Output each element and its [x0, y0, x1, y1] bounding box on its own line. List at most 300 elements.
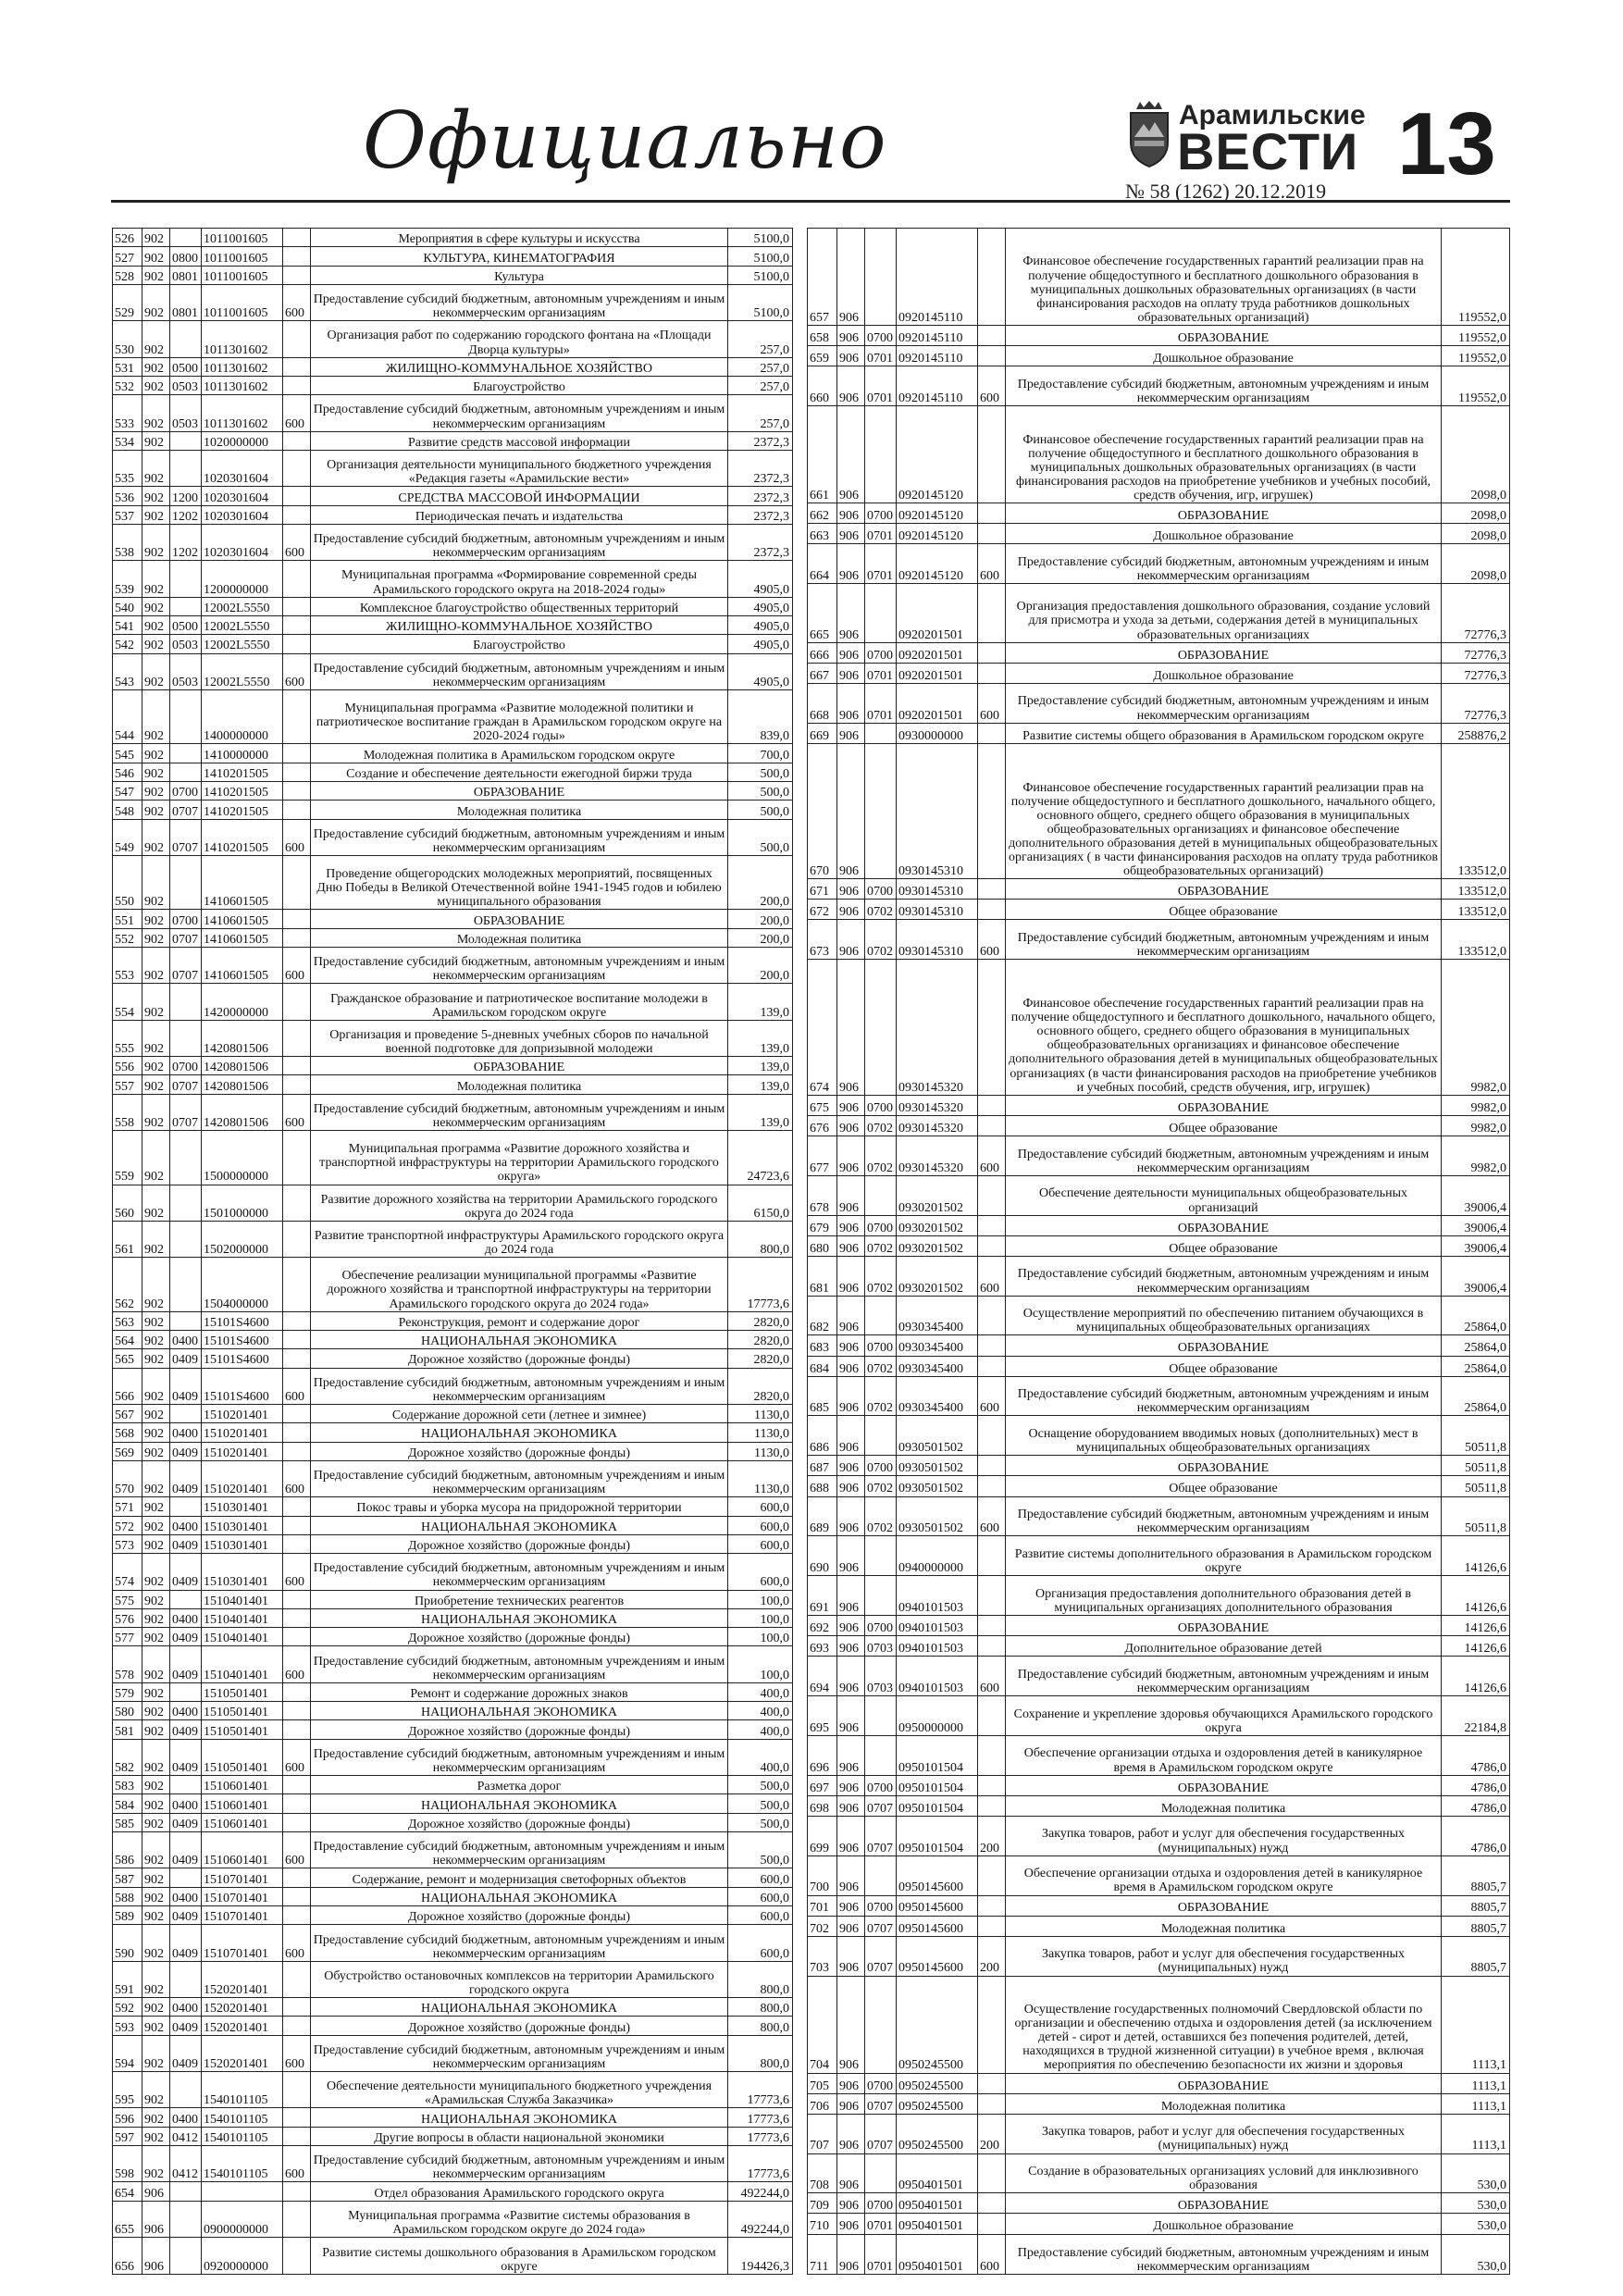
amount: 14126,6	[1442, 1657, 1510, 1696]
ministry-code: 906	[837, 229, 865, 326]
expense-type-code: 600	[978, 1256, 1006, 1296]
table-row	[113, 910, 793, 928]
row-number: 596	[113, 2108, 142, 2127]
target-article-code: 0930345400	[897, 1296, 978, 1335]
ministry-code: 902	[142, 1185, 170, 1221]
row-number: 685	[808, 1376, 837, 1416]
row-number: 583	[113, 1776, 142, 1794]
amount: 2820,0	[728, 1311, 793, 1330]
expense-type-code	[283, 2201, 311, 2237]
row-number: 547	[113, 782, 142, 800]
section-code: 0707	[865, 1795, 897, 1816]
row-number: 662	[808, 503, 837, 524]
amount: 72776,3	[1442, 683, 1510, 723]
expense-type-code: 600	[978, 544, 1006, 584]
row-number: 663	[808, 524, 837, 544]
ministry-code: 902	[142, 1813, 170, 1831]
table-row	[808, 1775, 1510, 1795]
ministry-code: 902	[142, 928, 170, 947]
row-number: 535	[113, 450, 142, 486]
row-number: 589	[113, 1906, 142, 1925]
ministry-code: 902	[142, 1868, 170, 1887]
target-article-code: 0920201501	[897, 663, 978, 683]
amount: 400,0	[728, 1702, 793, 1720]
table-row	[808, 1456, 1510, 1476]
table-row	[113, 855, 793, 909]
row-description: Предоставление субсидий бюджетным, автономным учреждениям и иным некоммерческим организациям	[1006, 1496, 1442, 1536]
ministry-code: 902	[142, 1349, 170, 1368]
table-row	[113, 431, 793, 450]
ministry-code: 906	[837, 1775, 865, 1795]
table-row	[808, 1576, 1510, 1616]
section-code: 0400	[170, 1702, 202, 1720]
amount: 17773,6	[728, 1258, 793, 1311]
row-number: 581	[113, 1720, 142, 1739]
row-description: Предоставление субсидий бюджетным, автономным учреждениям и иным некоммерческим организациям	[311, 1094, 728, 1130]
amount: 4786,0	[1442, 1735, 1510, 1775]
amount: 1130,0	[728, 1404, 793, 1422]
amount: 50511,8	[1442, 1496, 1510, 1536]
expense-type-code	[978, 1456, 1006, 1476]
amount: 5100,0	[728, 284, 793, 320]
row-description: Культура	[311, 266, 728, 284]
section-code: 0409	[170, 1646, 202, 1682]
row-number: 531	[113, 357, 142, 376]
section-code: 0702	[865, 920, 897, 960]
amount: 800,0	[728, 1961, 793, 1997]
row-number: 548	[113, 800, 142, 819]
table-row	[113, 1554, 793, 1590]
expense-type-code: 600	[283, 819, 311, 855]
target-article-code: 0920000000	[202, 2238, 283, 2275]
row-number: 526	[113, 229, 142, 247]
section-code: 0503	[170, 395, 202, 431]
target-article-code: 1020000000	[202, 431, 283, 450]
table-row	[808, 406, 1510, 503]
row-description: Ремонт и содержание дорожных знаков	[311, 1682, 728, 1701]
row-description: Предоставление субсидий бюджетным, автономным учреждениям и иным некоммерческим организациям	[1006, 683, 1442, 723]
section-code	[170, 1131, 202, 1185]
table-row	[113, 1590, 793, 1608]
expense-type-code	[978, 1855, 1006, 1895]
row-description: Предоставление субсидий бюджетным, автономным учреждениям и иным некоммерческим организациям	[1006, 1657, 1442, 1696]
amount: 4905,0	[728, 597, 793, 615]
target-article-code: 0950401501	[897, 2214, 978, 2234]
amount: 1113,1	[1442, 2093, 1510, 2114]
row-description: Предоставление субсидий бюджетным, автономным учреждениям и иным некоммерческим организациям	[311, 284, 728, 320]
ministry-code: 902	[142, 1682, 170, 1701]
row-description: ОБРАЗОВАНИЕ	[1006, 1215, 1442, 1235]
amount: 257,0	[728, 357, 793, 376]
table-row	[113, 763, 793, 781]
target-article-code: 0930501502	[897, 1496, 978, 1536]
section-code: 0702	[865, 1136, 897, 1175]
section-code: 0400	[170, 1608, 202, 1627]
expense-type-code: 600	[283, 1554, 311, 1590]
expense-type-code	[283, 1516, 311, 1534]
row-description: Муниципальная программа «Формирование современной среды Арамильского городского округа на 2018-2024 годы»	[311, 561, 728, 597]
target-article-code: 1410601505	[202, 928, 283, 947]
row-number: 667	[808, 663, 837, 683]
row-description: Реконструкция, ремонт и содержание дорог	[311, 1311, 728, 1330]
table-row	[113, 800, 793, 819]
expense-type-code: 600	[283, 948, 311, 984]
budget-table-right-column	[807, 228, 1510, 2275]
ministry-code: 906	[837, 1536, 865, 1576]
section-code: 0503	[170, 635, 202, 653]
expense-type-code	[283, 1534, 311, 1553]
table-row	[113, 1221, 793, 1257]
expense-type-code	[283, 431, 311, 450]
target-article-code: 0930145320	[897, 1095, 978, 1115]
target-article-code: 1540101105	[202, 2146, 283, 2182]
ministry-code: 902	[142, 1702, 170, 1720]
expense-type-code: 600	[283, 395, 311, 431]
target-article-code: 1420801506	[202, 1075, 283, 1094]
ministry-code: 902	[142, 1368, 170, 1404]
row-description: Разметка дорог	[311, 1776, 728, 1794]
section-code: 0707	[170, 1094, 202, 1130]
amount: 600,0	[728, 1868, 793, 1887]
ministry-code: 902	[142, 1497, 170, 1516]
table-row	[808, 1256, 1510, 1296]
table-row	[113, 1720, 793, 1739]
row-number: 556	[113, 1057, 142, 1075]
row-description: Предоставление субсидий бюджетным, автономным учреждениям и иным некоммерческим организациям	[311, 1460, 728, 1496]
amount: 133512,0	[1442, 743, 1510, 879]
row-description: Обеспечение деятельности муниципального бюджетного учреждения «Арамильская Служба Заказчика»	[311, 2072, 728, 2108]
ministry-code: 902	[142, 1961, 170, 1997]
table-row	[113, 2127, 793, 2145]
ministry-code: 902	[142, 1832, 170, 1868]
row-description: Предоставление субсидий бюджетным, автономным учреждениям и иным некоммерческим организациям	[311, 1925, 728, 1961]
amount: 4905,0	[728, 561, 793, 597]
amount: 17773,6	[728, 2108, 793, 2127]
expense-type-code	[283, 1887, 311, 1905]
row-description: Предоставление субсидий бюджетным, автономным учреждениям и иным некоммерческим организациям	[1006, 1376, 1442, 1416]
row-description: Дорожное хозяйство (дорожные фонды)	[311, 1534, 728, 1553]
target-article-code: 0930145310	[897, 743, 978, 879]
ministry-code: 902	[142, 1075, 170, 1094]
row-number: 572	[113, 1516, 142, 1534]
amount: 500,0	[728, 1813, 793, 1831]
expense-type-code	[283, 855, 311, 909]
amount: 4905,0	[728, 653, 793, 689]
row-description: НАЦИОНАЛЬНАЯ ЭКОНОМИКА	[311, 1423, 728, 1442]
expense-type-code	[283, 505, 311, 524]
section-code	[865, 1855, 897, 1895]
expense-type-code	[978, 1536, 1006, 1576]
table-row	[113, 2072, 793, 2108]
row-description: Дорожное хозяйство (дорожные фонды)	[311, 1813, 728, 1831]
amount: 200,0	[728, 928, 793, 947]
table-row	[113, 744, 793, 763]
section-code	[865, 1536, 897, 1576]
expense-type-code	[283, 928, 311, 947]
amount: 50511,8	[1442, 1416, 1510, 1456]
ministry-code: 906	[837, 1576, 865, 1616]
row-description: Отдел образования Арамильского городского округа	[311, 2182, 728, 2201]
section-code	[170, 229, 202, 247]
amount: 600,0	[728, 1925, 793, 1961]
section-code	[865, 1735, 897, 1775]
amount: 257,0	[728, 376, 793, 394]
expense-type-code	[283, 1185, 311, 1221]
row-number: 585	[113, 1813, 142, 1831]
row-number: 542	[113, 635, 142, 653]
amount: 2372,3	[728, 431, 793, 450]
amount: 39006,4	[1442, 1235, 1510, 1256]
target-article-code: 0950101504	[897, 1816, 978, 1855]
table-row	[113, 395, 793, 431]
expense-type-code: 600	[283, 2035, 311, 2071]
amount: 8805,7	[1442, 1936, 1510, 1976]
row-number: 588	[113, 1887, 142, 1905]
ministry-code: 902	[142, 2035, 170, 2071]
ministry-code: 902	[142, 357, 170, 376]
ministry-code: 902	[142, 855, 170, 909]
row-number: 543	[113, 653, 142, 689]
amount: 9982,0	[1442, 960, 1510, 1096]
row-number: 708	[808, 2153, 837, 2193]
row-description: Предоставление субсидий бюджетным, автономным учреждениям и иным некоммерческим организациям	[311, 2035, 728, 2071]
target-article-code: 1510501401	[202, 1682, 283, 1701]
row-description: Молодежная политика	[1006, 2093, 1442, 2114]
row-description: Предоставление субсидий бюджетным, автономным учреждениям и иным некоммерческим организациям	[1006, 920, 1442, 960]
row-number: 683	[808, 1335, 837, 1356]
expense-type-code	[283, 247, 311, 266]
row-number: 593	[113, 2017, 142, 2035]
row-number: 569	[113, 1442, 142, 1460]
row-number: 545	[113, 744, 142, 763]
target-article-code: 12002L5550	[202, 615, 283, 634]
issue-info: № 58 (1262) 20.12.2019	[1125, 180, 1327, 203]
expense-type-code	[978, 723, 1006, 743]
section-code: 0702	[865, 1235, 897, 1256]
target-article-code: 0930145310	[897, 879, 978, 900]
target-article-code: 0930501502	[897, 1416, 978, 1456]
row-number: 530	[113, 321, 142, 357]
expense-type-code: 600	[978, 1496, 1006, 1536]
ministry-code: 902	[142, 1628, 170, 1646]
expense-type-code: 600	[283, 1368, 311, 1404]
row-description: НАЦИОНАЛЬНАЯ ЭКОНОМИКА	[311, 1702, 728, 1720]
expense-type-code	[978, 1476, 1006, 1496]
row-description: ОБРАЗОВАНИЕ	[1006, 503, 1442, 524]
ministry-code: 906	[837, 663, 865, 683]
section-code: 0409	[170, 1442, 202, 1460]
table-row	[113, 1442, 793, 1460]
row-description: Предоставление субсидий бюджетным, автономным учреждениям и иным некоммерческим организациям	[311, 524, 728, 560]
target-article-code: 12002L5550	[202, 653, 283, 689]
row-number: 551	[113, 910, 142, 928]
section-code: 0409	[170, 1925, 202, 1961]
amount: 500,0	[728, 782, 793, 800]
row-description: Предоставление субсидий бюджетным, автономным учреждениям и иным некоммерческим организациям	[1006, 2234, 1442, 2274]
ministry-code: 906	[837, 544, 865, 584]
target-article-code: 0930501502	[897, 1476, 978, 1496]
row-number: 660	[808, 366, 837, 406]
amount: 530,0	[1442, 2234, 1510, 2274]
table-row	[113, 2108, 793, 2127]
section-code: 0503	[170, 653, 202, 689]
ministry-code: 906	[837, 1175, 865, 1215]
amount: 14126,6	[1442, 1615, 1510, 1635]
ministry-code: 902	[142, 1776, 170, 1794]
section-code: 0700	[865, 1615, 897, 1635]
table-row	[113, 1460, 793, 1496]
amount: 119552,0	[1442, 326, 1510, 346]
row-description: Муниципальная программа «Развитие системы образования в Арамильском городском округе до 2024 года»	[311, 2201, 728, 2237]
brand-name-top: Арамильские	[1179, 100, 1366, 130]
amount: 2098,0	[1442, 406, 1510, 503]
table-row	[113, 1020, 793, 1056]
expense-type-code	[283, 1682, 311, 1701]
target-article-code: 1011301602	[202, 357, 283, 376]
table-row	[113, 1497, 793, 1516]
ministry-code: 906	[837, 1235, 865, 1256]
section-code: 0700	[865, 642, 897, 663]
expense-type-code	[283, 635, 311, 653]
section-code: 0800	[170, 247, 202, 266]
row-number: 669	[808, 723, 837, 743]
row-number: 700	[808, 1855, 837, 1895]
row-number: 579	[113, 1682, 142, 1701]
ministry-code: 906	[837, 1855, 865, 1895]
row-number: 562	[113, 1258, 142, 1311]
section-code	[865, 1416, 897, 1456]
ministry-code: 906	[837, 406, 865, 503]
expense-type-code	[978, 524, 1006, 544]
ministry-code: 902	[142, 1906, 170, 1925]
section-code: 0409	[170, 2035, 202, 2071]
table-row	[113, 1646, 793, 1682]
section-code: 0700	[170, 1057, 202, 1075]
ministry-code: 906	[142, 2182, 170, 2201]
target-article-code: 0920201501	[897, 584, 978, 643]
section-code: 0707	[170, 819, 202, 855]
amount: 800,0	[728, 1221, 793, 1257]
target-article-code: 12002L5550	[202, 597, 283, 615]
row-description: Молодежная политика	[311, 928, 728, 947]
amount: 2820,0	[728, 1368, 793, 1404]
section-code: 0700	[865, 2073, 897, 2093]
ministry-code: 906	[837, 1335, 865, 1356]
row-number: 690	[808, 1536, 837, 1576]
row-number: 689	[808, 1496, 837, 1536]
table-row	[808, 1696, 1510, 1736]
ministry-code: 902	[142, 321, 170, 357]
target-article-code: 1510501401	[202, 1739, 283, 1775]
section-code	[170, 2238, 202, 2275]
target-article-code: 1510301401	[202, 1497, 283, 1516]
row-number: 705	[808, 2073, 837, 2093]
expense-type-code	[283, 450, 311, 486]
row-description: Дошкольное образование	[1006, 346, 1442, 366]
table-row	[808, 346, 1510, 366]
amount: 119552,0	[1442, 229, 1510, 326]
amount: 500,0	[728, 1776, 793, 1794]
amount: 2820,0	[728, 1330, 793, 1348]
table-row	[113, 1057, 793, 1075]
amount: 22184,8	[1442, 1696, 1510, 1736]
section-code: 0707	[865, 1816, 897, 1855]
section-code: 0700	[865, 1775, 897, 1795]
ministry-code: 902	[142, 597, 170, 615]
amount: 14126,6	[1442, 1576, 1510, 1616]
expense-type-code	[978, 1416, 1006, 1456]
target-article-code: 0950101504	[897, 1775, 978, 1795]
expense-type-code	[978, 2214, 1006, 2234]
ministry-code: 906	[837, 2214, 865, 2234]
amount: 257,0	[728, 321, 793, 357]
budget-table-right	[807, 228, 1510, 2275]
target-article-code: 1410601505	[202, 948, 283, 984]
coat-of-arms-icon	[1127, 100, 1171, 168]
amount: 39006,4	[1442, 1175, 1510, 1215]
section-code: 0702	[865, 1476, 897, 1496]
section-code: 0503	[170, 376, 202, 394]
target-article-code: 0930201502	[897, 1175, 978, 1215]
row-description: Молодежная политика	[311, 1075, 728, 1094]
target-article-code: 1200000000	[202, 561, 283, 597]
row-number: 701	[808, 1895, 837, 1916]
table-row	[113, 1628, 793, 1646]
row-description: ОБРАЗОВАНИЕ	[1006, 1456, 1442, 1476]
expense-type-code	[978, 1895, 1006, 1916]
target-article-code: 1510301401	[202, 1554, 283, 1590]
amount: 800,0	[728, 1998, 793, 2017]
amount: 17773,6	[728, 2146, 793, 2182]
expense-type-code	[283, 1961, 311, 1997]
table-row	[113, 2238, 793, 2275]
amount: 800,0	[728, 2035, 793, 2071]
ministry-code: 906	[837, 503, 865, 524]
section-code: 0700	[865, 1095, 897, 1115]
target-article-code: 1510301401	[202, 1516, 283, 1534]
amount: 39006,4	[1442, 1215, 1510, 1235]
table-row	[808, 366, 1510, 406]
target-article-code: 0930345400	[897, 1335, 978, 1356]
row-description: Общее образование	[1006, 1356, 1442, 1376]
target-article-code: 1510601401	[202, 1794, 283, 1813]
expense-type-code	[283, 689, 311, 743]
expense-type-code	[283, 763, 311, 781]
row-description: Осуществление государственных полномочий Свердловской области по организации и обеспечению отдыха и оздоровления детей (за исключением детей - сирот и детей, оставшихся без попечения родителей, детей, находящихся в трудной жизненной ситуации) в учебное время , включая мероприятия по обеспечению безопасности их жизни и здоровья	[1006, 1976, 1442, 2073]
row-description: Предоставление субсидий бюджетным, автономным учреждениям и иным некоммерческим организациям	[311, 1554, 728, 1590]
table-row	[113, 1682, 793, 1701]
amount: 8805,7	[1442, 1895, 1510, 1916]
section-code	[170, 855, 202, 909]
section-code: 0707	[865, 2114, 897, 2153]
row-description: Оснащение оборудованием вводимых новых (дополнительных) мест в муниципальных общеобразовательных организациях	[1006, 1416, 1442, 1456]
target-article-code: 0950145600	[897, 1855, 978, 1895]
section-code: 0801	[170, 266, 202, 284]
table-row	[113, 1998, 793, 2017]
ministry-code: 902	[142, 1258, 170, 1311]
row-description: НАЦИОНАЛЬНАЯ ЭКОНОМИКА	[311, 1887, 728, 1905]
row-number: 570	[113, 1460, 142, 1496]
ministry-code: 902	[142, 1442, 170, 1460]
table-row	[113, 1702, 793, 1720]
section-code: 0700	[170, 910, 202, 928]
row-description: НАЦИОНАЛЬНАЯ ЭКОНОМИКА	[311, 1330, 728, 1348]
expense-type-code: 600	[978, 920, 1006, 960]
target-article-code: 1500000000	[202, 1131, 283, 1185]
section-code	[170, 321, 202, 357]
row-description: ОБРАЗОВАНИЕ	[1006, 1895, 1442, 1916]
target-article-code: 1510601401	[202, 1832, 283, 1868]
